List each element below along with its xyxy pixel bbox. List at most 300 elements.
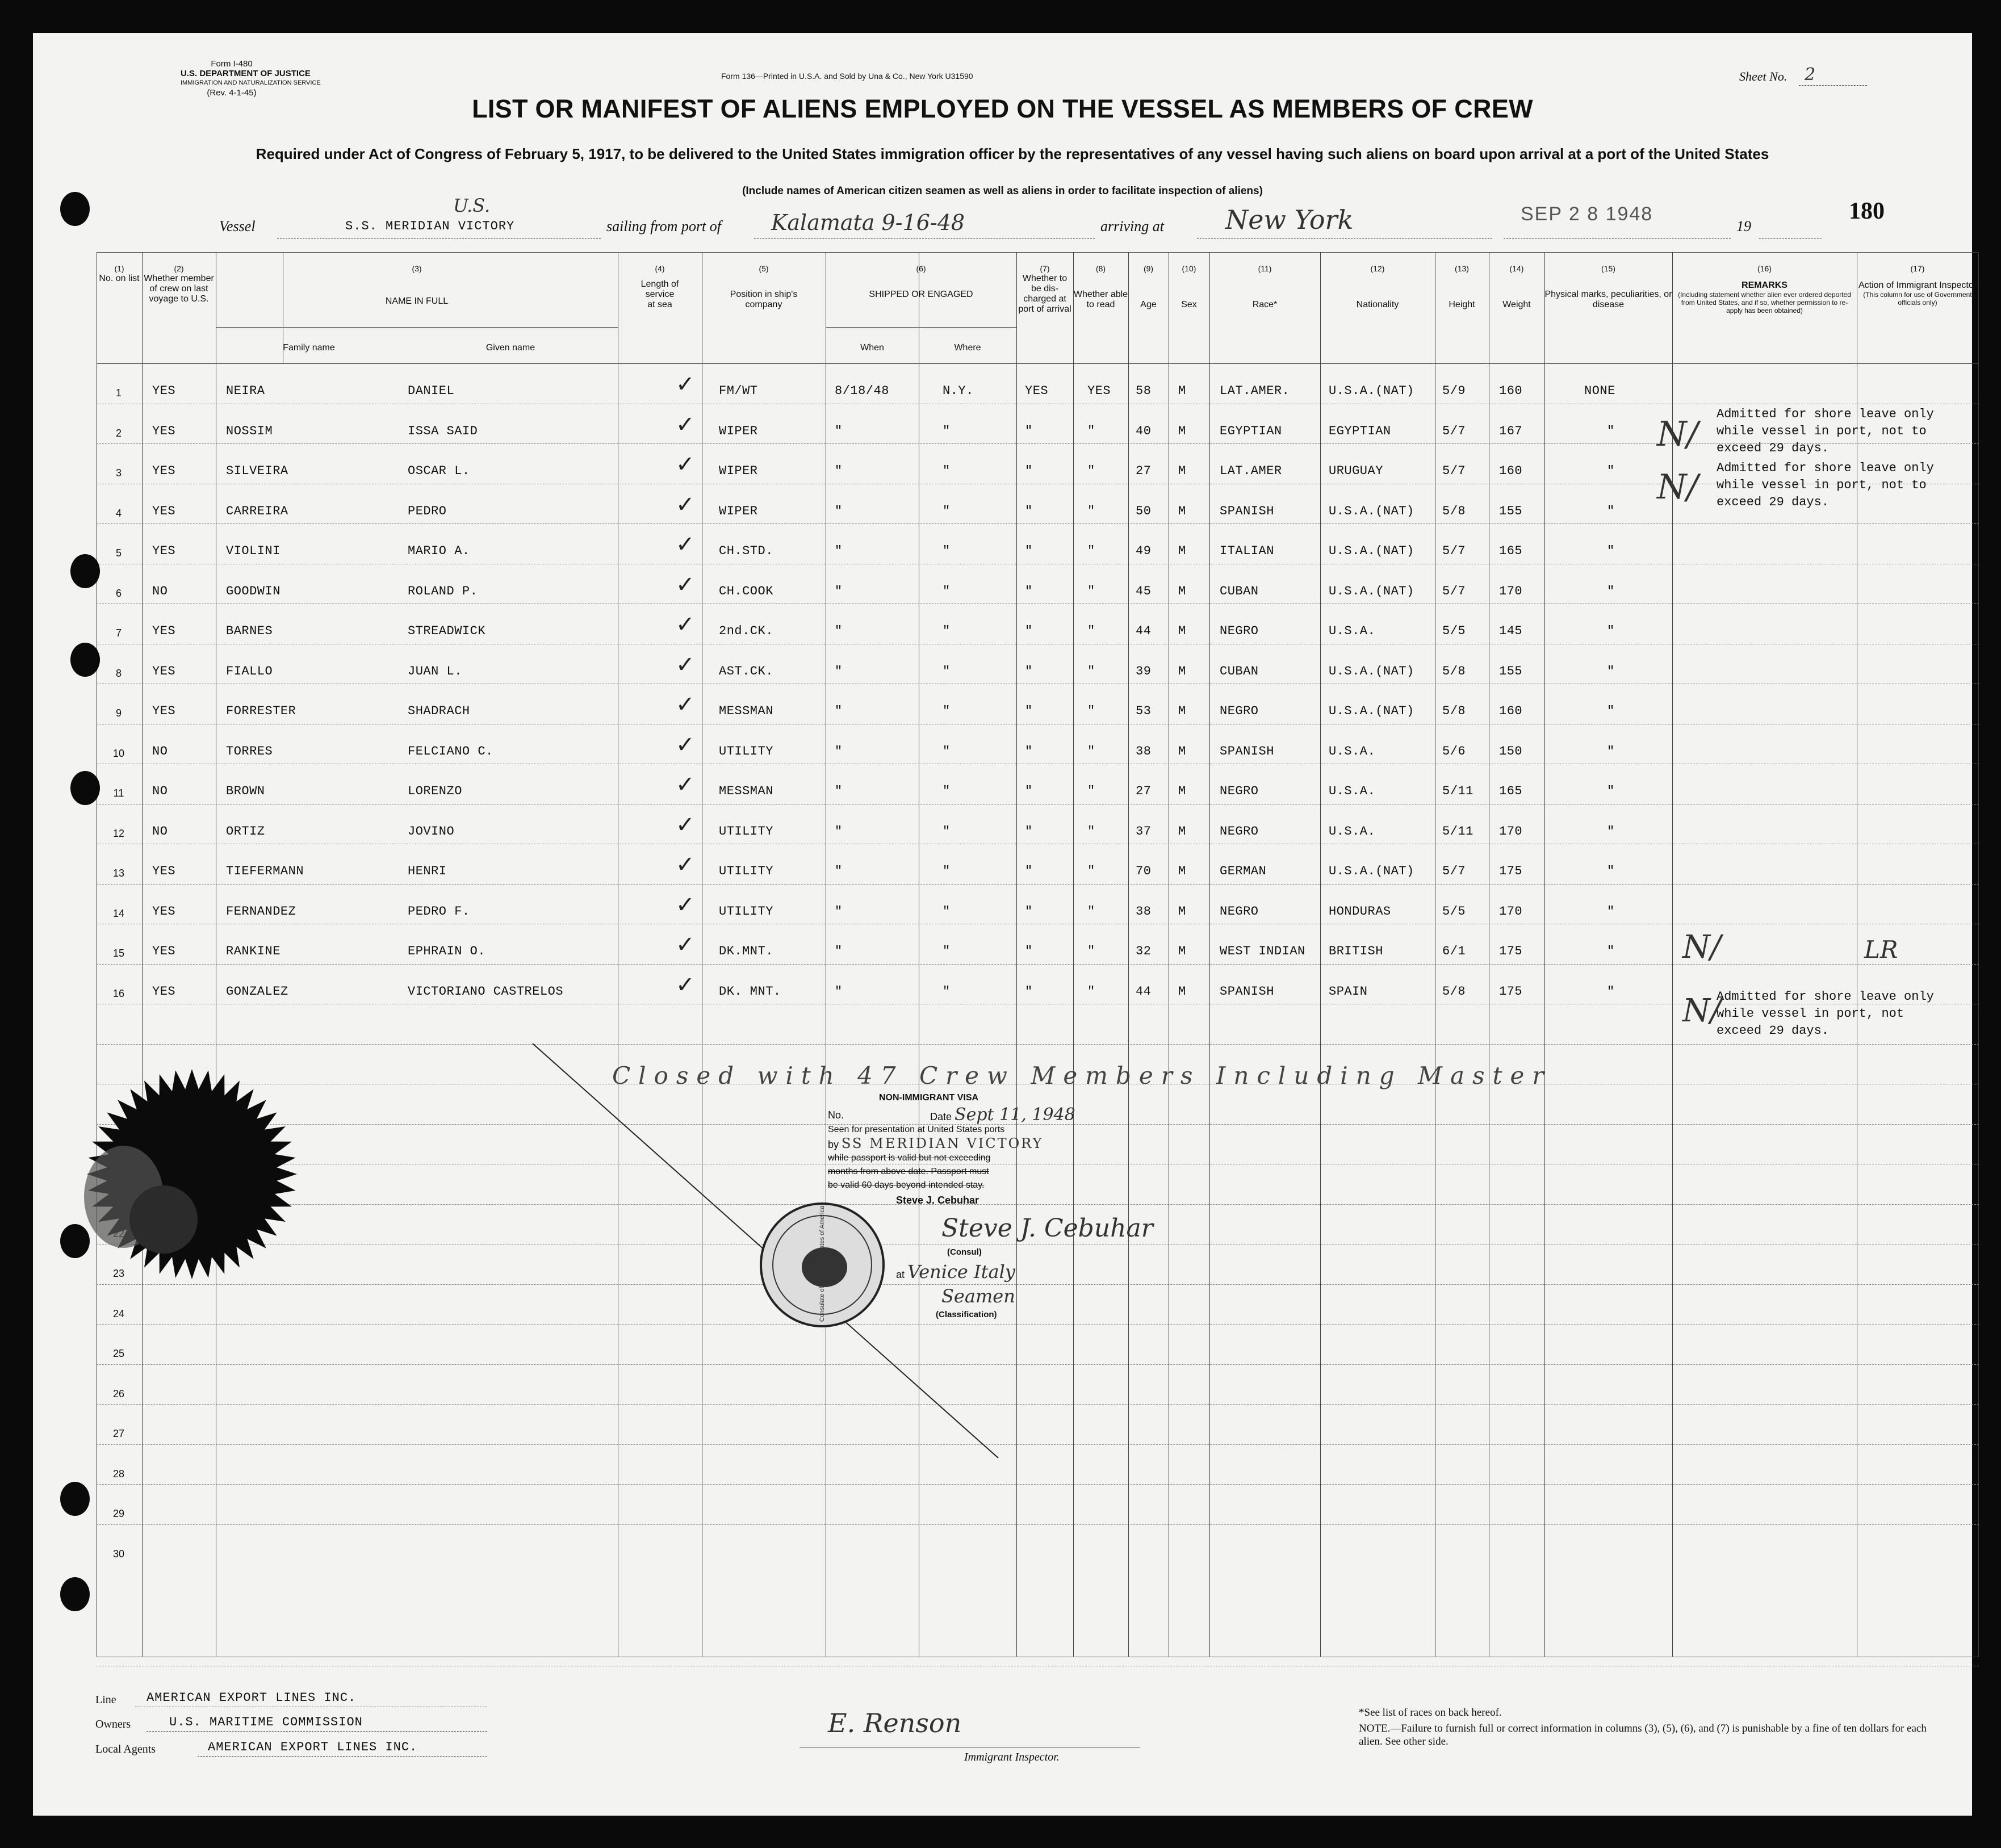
cell-pos: WIPER xyxy=(719,424,758,438)
col2-header: (2) Whether member of crew on last voyage to U.S. xyxy=(144,264,214,304)
cell-age: 50 xyxy=(1136,504,1152,518)
check-mark-icon: ✓ xyxy=(676,932,695,958)
visa-title: NON-IMMIGRANT VISA xyxy=(879,1093,979,1103)
visa-at: at Venice Italy xyxy=(896,1261,1015,1283)
cell-where: " xyxy=(943,864,951,878)
cell-when: " xyxy=(835,704,843,718)
cell-age: 39 xyxy=(1136,664,1152,678)
inspector-signature: E. Renson xyxy=(828,1708,962,1738)
cell-when: " xyxy=(835,584,843,598)
cell-last: YES xyxy=(152,624,176,638)
cell-marks: " xyxy=(1607,704,1615,718)
punch-hole xyxy=(70,643,100,677)
col15-header: (15) Physical marks, peculiarities, or disease xyxy=(1544,264,1672,309)
col4-header: (4) Length of service at sea xyxy=(641,264,679,309)
visa-by: by SS MERIDIAN VICTORY xyxy=(828,1135,1044,1151)
cell-when: " xyxy=(835,424,843,438)
cell-age: 38 xyxy=(1136,744,1152,759)
cell-pos: WIPER xyxy=(719,464,758,478)
cell-pos: DK. MNT. xyxy=(719,984,781,999)
check-mark-icon: ✓ xyxy=(676,571,695,598)
check-mark-icon: ✓ xyxy=(676,491,695,518)
row-number: 26 xyxy=(112,1388,125,1399)
cell-marks: NONE xyxy=(1584,384,1615,398)
col6-header: (6) SHIPPED OR ENGAGED xyxy=(869,264,973,299)
row-number: 3 xyxy=(115,467,122,479)
manifest-sheet xyxy=(33,33,1977,1816)
revision: (Rev. 4-1-45) xyxy=(207,88,257,98)
cell-marks: " xyxy=(1607,544,1615,558)
cell-family: TIEFERMANN xyxy=(226,864,304,878)
cell-disch: " xyxy=(1025,984,1033,999)
cell-when: " xyxy=(835,664,843,678)
cell-last: YES xyxy=(152,384,176,398)
cell-nat: U.S.A.(NAT) xyxy=(1329,504,1414,518)
cell-last: YES xyxy=(152,944,176,958)
consul-signature: Steve J. Cebuhar xyxy=(941,1214,1153,1243)
cell-pos: UTILITY xyxy=(719,824,773,839)
cell-where: " xyxy=(943,544,951,558)
cell-read: " xyxy=(1087,824,1095,839)
row-number: 30 xyxy=(112,1548,125,1560)
cell-disch: " xyxy=(1025,904,1033,919)
vessel-label: Vessel xyxy=(219,218,256,234)
cell-last: YES xyxy=(152,544,176,558)
cell-family: CARREIRA xyxy=(226,504,288,518)
row-number: 11 xyxy=(113,787,124,799)
cell-last: NO xyxy=(152,744,168,759)
cell-family: GONZALEZ xyxy=(226,984,288,999)
cell-weight: 145 xyxy=(1499,624,1523,638)
row-number: 23 xyxy=(112,1268,125,1279)
cell-race: SPANISH xyxy=(1220,744,1274,759)
cell-marks: " xyxy=(1607,984,1615,999)
cell-sex: M xyxy=(1178,944,1186,958)
cell-disch: " xyxy=(1025,544,1033,558)
cell-last: NO xyxy=(152,584,168,598)
cell-when: " xyxy=(835,904,843,919)
col10-header: (10) Sex xyxy=(1181,264,1197,309)
cell-marks: " xyxy=(1607,464,1615,478)
cell-disch: " xyxy=(1025,424,1033,438)
page-subtitle: Required under Act of Congress of February 5, 1917, to be delivered to the United States immigration officer by the representatives of any vessel having such aliens on board upon arrival at a port of the United States xyxy=(256,145,1769,162)
cell-weight: 165 xyxy=(1499,784,1523,798)
cell-pos: UTILITY xyxy=(719,864,773,878)
cell-given: VICTORIANO CASTRELOS xyxy=(408,984,564,999)
given-name-header: Given name xyxy=(485,343,535,353)
cell-height: 5/8 xyxy=(1442,704,1466,718)
cell-disch: " xyxy=(1025,784,1033,798)
cell-pos: DK.MNT. xyxy=(719,944,773,958)
cell-last: YES xyxy=(152,664,176,678)
cell-disch: " xyxy=(1025,864,1033,878)
cell-nat: U.S.A.(NAT) xyxy=(1329,544,1414,558)
cell-race: SPANISH xyxy=(1220,504,1274,518)
cell-pos: UTILITY xyxy=(719,904,773,919)
cell-read: " xyxy=(1087,424,1095,438)
col7-header: (7) Whether to be dis-charged at port of arrival xyxy=(1018,264,1071,314)
cell-family: FERNANDEZ xyxy=(226,904,296,919)
cell-disch: " xyxy=(1025,624,1033,638)
cell-read: " xyxy=(1087,464,1095,478)
cell-age: 53 xyxy=(1136,704,1152,718)
cell-given: SHADRACH xyxy=(408,704,470,718)
cell-age: 27 xyxy=(1136,464,1152,478)
cell-family: BROWN xyxy=(226,784,265,798)
cell-nat: U.S.A. xyxy=(1329,824,1376,839)
remark-block-3: Admitted for shore leave only while vessel in port, not exceed 29 days. xyxy=(1717,990,1934,1038)
cell-sex: M xyxy=(1178,744,1186,759)
owners-label: Owners xyxy=(95,1718,131,1730)
cell-age: 45 xyxy=(1136,584,1152,598)
cell-nat: U.S.A. xyxy=(1329,744,1376,759)
page-title: LIST OR MANIFEST OF ALIENS EMPLOYED ON THE VESSEL AS MEMBERS OF CREW xyxy=(472,94,1533,123)
cell-given: ISSA SAID xyxy=(408,424,478,438)
cell-where: " xyxy=(943,824,951,839)
col13-header: (13) Height xyxy=(1449,264,1475,309)
races-note: *See list of races on back hereof. xyxy=(1359,1707,1502,1719)
check-mark-icon: ✓ xyxy=(676,371,695,397)
cell-read: " xyxy=(1087,864,1095,878)
cell-when: " xyxy=(835,744,843,759)
cell-race: CUBAN xyxy=(1220,664,1259,678)
visa-line1: Seen for presentation at United States ports xyxy=(828,1125,1005,1134)
cell-where: " xyxy=(943,504,951,518)
seal-text: Consulate of the United States of America xyxy=(819,1205,826,1322)
cell-family: GOODWIN xyxy=(226,584,281,598)
cell-read: " xyxy=(1087,984,1095,999)
inspector-initials: N/ xyxy=(1682,929,1721,966)
cell-where: " xyxy=(943,744,951,759)
cell-where: " xyxy=(943,704,951,718)
cell-pos: UTILITY xyxy=(719,744,773,759)
cell-last: YES xyxy=(152,984,176,999)
cell-nat: U.S.A.(NAT) xyxy=(1329,704,1414,718)
cell-family: NOSSIM xyxy=(226,424,273,438)
cell-weight: 155 xyxy=(1499,664,1523,678)
check-mark-icon: ✓ xyxy=(676,891,695,918)
cell-nat: EGYPTIAN xyxy=(1329,424,1391,438)
cell-weight: 160 xyxy=(1499,464,1523,478)
printer-line: Form 136—Printed in U.S.A. and Sold by Una & Co., New York U31590 xyxy=(721,72,973,81)
check-mark-icon: ✓ xyxy=(676,531,695,558)
cell-marks: " xyxy=(1607,664,1615,678)
visa-line5: be valid 60 days beyond intended stay. xyxy=(828,1180,985,1190)
agents-label: Local Agents xyxy=(95,1743,156,1755)
col8-header: (8) Whether able to read xyxy=(1073,264,1128,309)
cell-given: EPHRAIN O. xyxy=(408,944,486,958)
form-number: Form I-480 xyxy=(211,59,253,69)
department: U.S. DEPARTMENT OF JUSTICE xyxy=(181,69,311,78)
cell-marks: " xyxy=(1607,784,1615,798)
cell-age: 44 xyxy=(1136,624,1152,638)
cell-pos: CH.STD. xyxy=(719,544,773,558)
inspector-label: Immigrant Inspector. xyxy=(964,1751,1060,1763)
cell-when: " xyxy=(835,504,843,518)
cell-read: " xyxy=(1087,504,1095,518)
cell-family: BARNES xyxy=(226,624,273,638)
cell-where: " xyxy=(943,984,951,999)
cell-nat: HONDURAS xyxy=(1329,904,1391,919)
remark-block-1: Admitted for shore leave only while vessel in port, not to exceed 29 days. xyxy=(1717,407,1934,455)
cell-where: " xyxy=(943,464,951,478)
row-number: 5 xyxy=(115,547,122,559)
visa-line3: while passport is valid but not exceeding xyxy=(828,1153,991,1163)
cell-sex: M xyxy=(1178,504,1186,518)
sailing-label: sailing from port of xyxy=(606,218,722,234)
cell-given: MARIO A. xyxy=(408,544,470,558)
check-mark-icon: ✓ xyxy=(676,852,695,878)
cell-race: LAT.AMER. xyxy=(1220,384,1290,398)
cell-sex: M xyxy=(1178,864,1186,878)
punch-hole xyxy=(70,771,100,805)
cell-height: 5/5 xyxy=(1442,904,1466,919)
cell-read: YES xyxy=(1087,384,1111,398)
cell-weight: 175 xyxy=(1499,984,1523,999)
cell-where: " xyxy=(943,944,951,958)
cell-pos: MESSMAN xyxy=(719,704,773,718)
visa-no: No. xyxy=(828,1109,844,1121)
cell-weight: 150 xyxy=(1499,744,1523,759)
punch-hole xyxy=(60,192,90,226)
cell-marks: " xyxy=(1607,824,1615,839)
check-mark-icon: ✓ xyxy=(676,971,695,998)
cell-height: 5/6 xyxy=(1442,744,1466,759)
punch-hole xyxy=(60,1482,90,1516)
row-number: 28 xyxy=(112,1468,125,1480)
cell-height: 5/7 xyxy=(1442,544,1466,558)
cell-when: " xyxy=(835,864,843,878)
consular-seal xyxy=(760,1202,885,1327)
vessel-annotation: U.S. xyxy=(453,195,491,216)
manifest-number: 180 xyxy=(1849,198,1885,224)
cell-last: NO xyxy=(152,824,168,839)
closing-note: Closed with 47 Crew Members Including Master xyxy=(612,1062,1552,1089)
cell-family: NEIRA xyxy=(226,384,265,398)
cell-race: NEGRO xyxy=(1220,624,1259,638)
cell-disch: " xyxy=(1025,584,1033,598)
cell-read: " xyxy=(1087,624,1095,638)
row-number: 10 xyxy=(112,747,125,759)
cell-sex: M xyxy=(1178,984,1186,999)
cell-nat: U.S.A.(NAT) xyxy=(1329,664,1414,678)
cell-read: " xyxy=(1087,664,1095,678)
cell-race: LAT.AMER xyxy=(1220,464,1282,478)
cell-disch: " xyxy=(1025,944,1033,958)
cell-last: YES xyxy=(152,504,176,518)
cell-weight: 170 xyxy=(1499,904,1523,919)
cell-height: 5/7 xyxy=(1442,464,1466,478)
inspector-initials: N/ xyxy=(1682,992,1721,1029)
cell-marks: " xyxy=(1607,624,1615,638)
cell-nat: U.S.A.(NAT) xyxy=(1329,384,1414,398)
cancel-diagonal xyxy=(33,33,1972,1816)
cell-sex: M xyxy=(1178,624,1186,638)
cell-sex: M xyxy=(1178,784,1186,798)
agents-value: AMERICAN EXPORT LINES INC. xyxy=(208,1740,418,1754)
instruction-note: (Include names of American citizen seamen as well as aliens in order to facilitate inspection of aliens) xyxy=(742,185,1263,197)
cell-sex: M xyxy=(1178,664,1186,678)
visa-classification: Seamen xyxy=(941,1285,1015,1307)
consul-title: (Consul) xyxy=(947,1247,982,1257)
cell-weight: 155 xyxy=(1499,504,1523,518)
when-header: When xyxy=(860,343,884,353)
cell-disch: " xyxy=(1025,744,1033,759)
col3-header: (3) NAME IN FULL xyxy=(385,264,449,306)
cell-pos: CH.COOK xyxy=(719,584,773,598)
cell-when: " xyxy=(835,784,843,798)
where-header: Where xyxy=(954,343,981,353)
check-mark-icon: ✓ xyxy=(676,651,695,678)
cell-when: " xyxy=(835,944,843,958)
col-rule xyxy=(1978,252,1979,1657)
cell-marks: " xyxy=(1607,744,1615,759)
cell-nat: URUGUAY xyxy=(1329,464,1383,478)
date-stamp: SEP 2 8 1948 xyxy=(1521,203,1653,225)
visa-line4: months from above date. Passport must xyxy=(828,1167,989,1176)
cell-given: JUAN L. xyxy=(408,664,462,678)
cell-sex: M xyxy=(1178,384,1186,398)
col17-header: (17) Action of Immigrant Inspector (This column for use of Government officials only) xyxy=(1858,264,1977,307)
wax-seal xyxy=(78,1066,305,1316)
cell-read: " xyxy=(1087,784,1095,798)
cell-nat: U.S.A.(NAT) xyxy=(1329,864,1414,878)
cell-given: LORENZO xyxy=(408,784,462,798)
cell-pos: MESSMAN xyxy=(719,784,773,798)
check-mark-icon: ✓ xyxy=(676,692,695,718)
cell-height: 5/5 xyxy=(1442,624,1466,638)
cell-race: NEGRO xyxy=(1220,824,1259,839)
cell-read: " xyxy=(1087,744,1095,759)
cell-weight: 165 xyxy=(1499,544,1523,558)
cell-given: DANIEL xyxy=(408,384,455,398)
check-mark-icon: ✓ xyxy=(676,451,695,477)
cell-read: " xyxy=(1087,584,1095,598)
punch-hole xyxy=(60,1577,90,1611)
cell-weight: 160 xyxy=(1499,704,1523,718)
cell-age: 58 xyxy=(1136,384,1152,398)
cell-race: ITALIAN xyxy=(1220,544,1274,558)
cell-weight: 175 xyxy=(1499,944,1523,958)
check-mark-icon: ✓ xyxy=(676,811,695,838)
cell-weight: 175 xyxy=(1499,864,1523,878)
cell-pos: WIPER xyxy=(719,504,758,518)
cell-race: WEST INDIAN xyxy=(1220,944,1305,958)
row-number: 7 xyxy=(115,627,122,639)
cell-family: TORRES xyxy=(226,744,273,759)
cell-pos: AST.CK. xyxy=(719,664,773,678)
year-label: 19 xyxy=(1736,218,1751,234)
cell-age: 37 xyxy=(1136,824,1152,839)
cell-height: 5/9 xyxy=(1442,384,1466,398)
col14-header: (14) Weight xyxy=(1502,264,1531,309)
cell-height: 6/1 xyxy=(1442,944,1466,958)
cell-last: NO xyxy=(152,784,168,798)
cell-weight: 170 xyxy=(1499,824,1523,839)
cell-age: 38 xyxy=(1136,904,1152,919)
cell-race: GERMAN xyxy=(1220,864,1267,878)
cell-sex: M xyxy=(1178,544,1186,558)
cell-height: 5/11 xyxy=(1442,784,1473,798)
cell-marks: " xyxy=(1607,424,1615,438)
cell-pos: FM/WT xyxy=(719,384,758,398)
cell-marks: " xyxy=(1607,584,1615,598)
line-label: Line xyxy=(95,1694,116,1706)
cell-age: 40 xyxy=(1136,424,1152,438)
cell-marks: " xyxy=(1607,904,1615,919)
row-number: 4 xyxy=(115,507,122,519)
family-name-header: Family name xyxy=(283,343,335,353)
cell-last: YES xyxy=(152,904,176,919)
cell-last: YES xyxy=(152,704,176,718)
punch-hole xyxy=(60,1224,90,1258)
owners-underline xyxy=(146,1731,487,1732)
cell-weight: 160 xyxy=(1499,384,1523,398)
col1-header: (1) No. on list xyxy=(99,264,140,283)
cell-sex: M xyxy=(1178,584,1186,598)
cell-given: ROLAND P. xyxy=(408,584,478,598)
cell-last: YES xyxy=(152,864,176,878)
cell-nat: U.S.A. xyxy=(1329,624,1376,638)
cell-given: PEDRO xyxy=(408,504,447,518)
row-number: 8 xyxy=(115,667,122,679)
row-number: 14 xyxy=(112,907,125,919)
cell-when: " xyxy=(835,984,843,999)
cell-race: NEGRO xyxy=(1220,904,1259,919)
col16-header: (16) REMARKS (Including statement whether alien ever ordered deported from United States, and if so, whether permission to re-apply has been obtained) xyxy=(1678,264,1851,315)
cell-age: 70 xyxy=(1136,864,1152,878)
cell-read: " xyxy=(1087,544,1095,558)
port-to: New York xyxy=(1225,204,1354,235)
remark-block-2: Admitted for shore leave only while vessel in port, not to exceed 29 days. xyxy=(1717,461,1934,509)
cell-family: RANKINE xyxy=(226,944,281,958)
cell-height: 5/8 xyxy=(1442,504,1466,518)
cell-where: " xyxy=(943,424,951,438)
cell-sex: M xyxy=(1178,424,1186,438)
owners-value: U.S. MARITIME COMMISSION xyxy=(169,1715,363,1729)
cell-given: FELCIANO C. xyxy=(408,744,493,759)
row-number: 15 xyxy=(112,948,125,959)
cell-given: HENRI xyxy=(408,864,447,878)
cell-given: STREADWICK xyxy=(408,624,486,638)
row-number: 9 xyxy=(115,707,122,719)
row-number: 16 xyxy=(112,987,125,999)
col11-header: (11) Race* xyxy=(1252,264,1278,309)
row-number: 12 xyxy=(112,827,125,839)
cell-race: EGYPTIAN xyxy=(1220,424,1282,438)
sheet-number: 2 xyxy=(1805,65,1816,85)
cell-age: 27 xyxy=(1136,784,1152,798)
row-number: 13 xyxy=(112,868,125,879)
cell-height: 5/11 xyxy=(1442,824,1473,839)
vessel-name: S.S. MERIDIAN VICTORY xyxy=(345,219,515,233)
cell-weight: 170 xyxy=(1499,584,1523,598)
cell-family: SILVEIRA xyxy=(226,464,288,478)
arriving-label: arriving at xyxy=(1100,218,1164,234)
cell-age: 49 xyxy=(1136,544,1152,558)
cell-marks: " xyxy=(1607,864,1615,878)
cell-read: " xyxy=(1087,704,1095,718)
cell-nat: U.S.A.(NAT) xyxy=(1329,584,1414,598)
action-note: LR xyxy=(1864,936,1898,963)
cell-age: 44 xyxy=(1136,984,1152,999)
agents-underline xyxy=(198,1756,487,1757)
cell-height: 5/7 xyxy=(1442,584,1466,598)
cell-given: OSCAR L. xyxy=(408,464,470,478)
cell-disch: " xyxy=(1025,504,1033,518)
cell-where: " xyxy=(943,584,951,598)
row-number: 25 xyxy=(112,1348,125,1359)
